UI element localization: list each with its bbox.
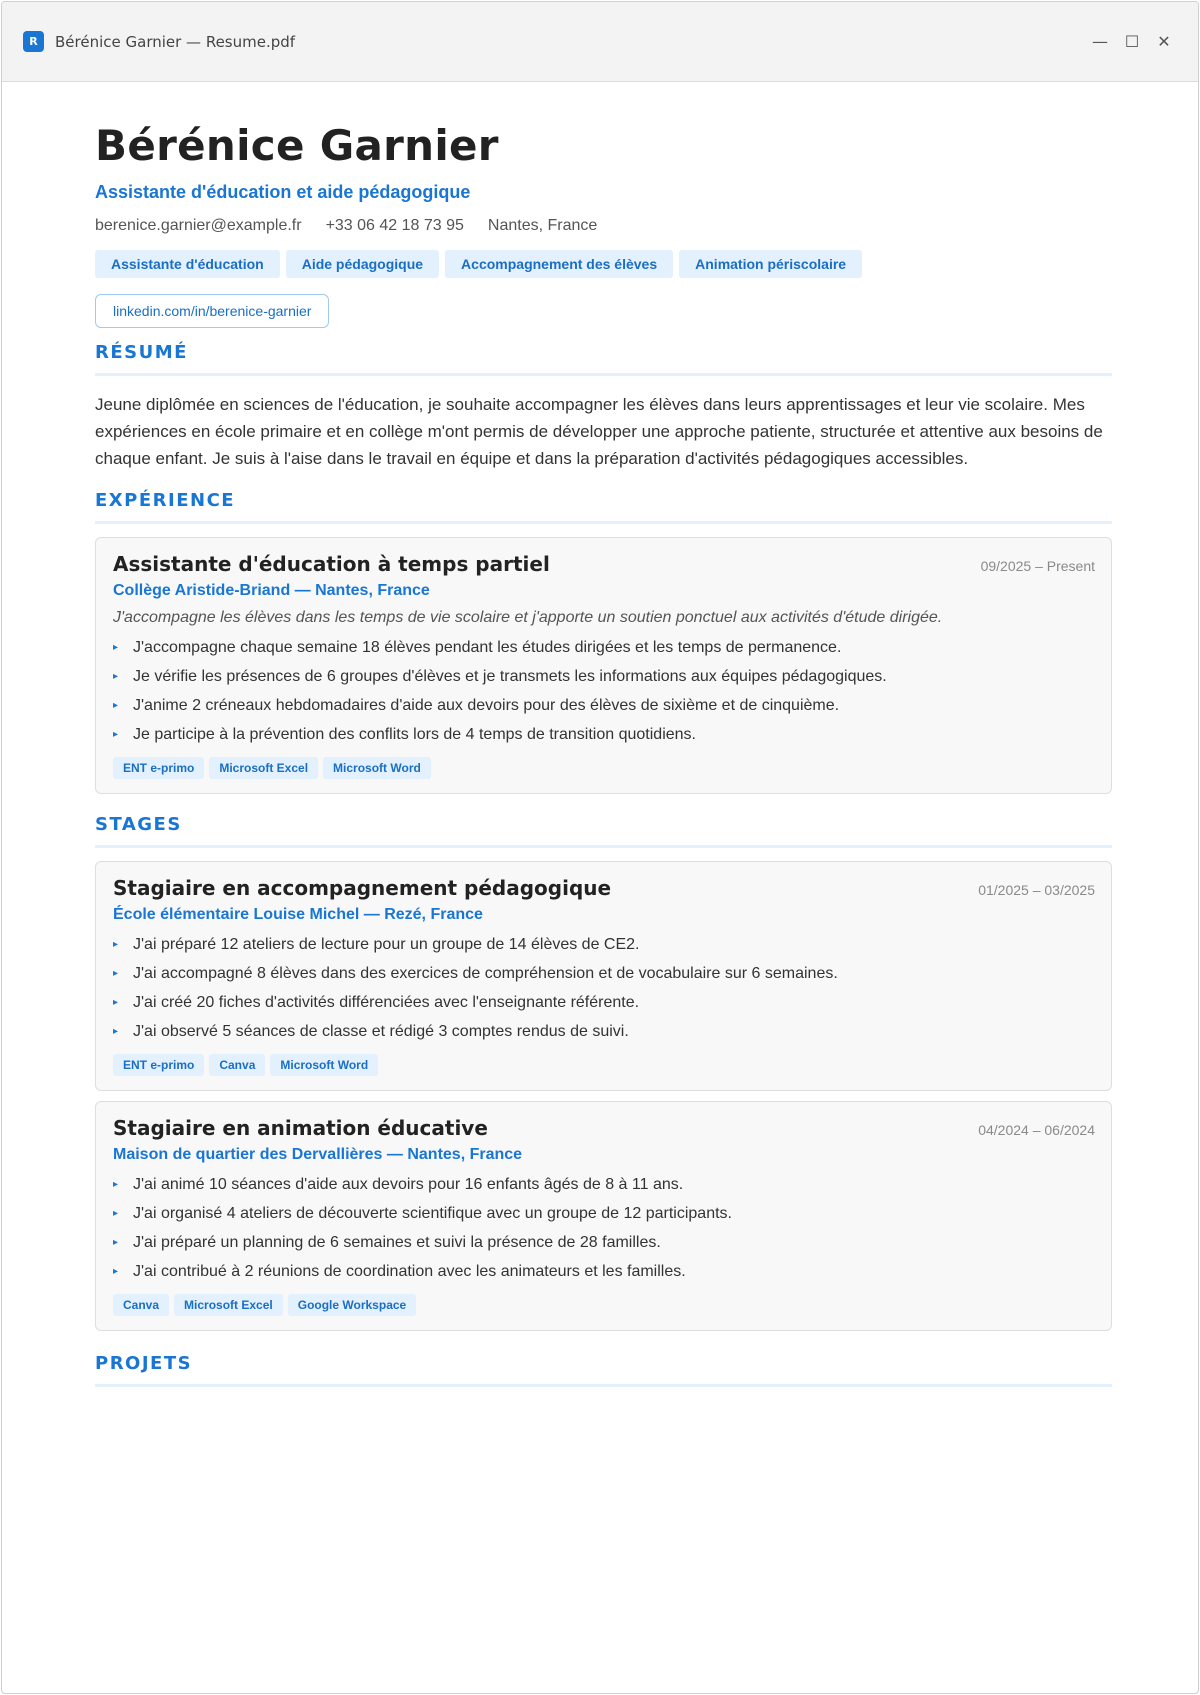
maximize-button[interactable]: ☐: [1124, 32, 1140, 51]
summary-text: Jeune diplômée en sciences de l'éducation, je souhaite accompagner les élèves dans leurs apprentissages et leur vie scolaire. Mes expériences en école primaire et en collège m'ont permis de développer une approche patiente, structurée et attentive aux besoins de chaque enfant. Je suis à l'aise dans le travail en équipe et dans la préparation d'activités pédagogiques accessibles.: [95, 395, 1103, 468]
app-icon: R: [23, 31, 44, 52]
title-bar: [2, 2, 1198, 82]
close-button[interactable]: ✕: [1157, 32, 1171, 51]
resume-window: [1, 1, 1199, 1694]
internship-bullets: [113, 1170, 1095, 1286]
bullet-item: ▸ J'ai organisé 4 ateliers de découverte scientifique avec un groupe de 12 participants.: [113, 1199, 1095, 1228]
resume-page: [2, 82, 1198, 1387]
experience-card: [95, 537, 1112, 794]
internship-card: [95, 861, 1112, 1091]
bullet-icon: ▸: [113, 642, 119, 653]
contact-line: [95, 217, 1112, 235]
internship-dates: 01/2025 – 03/2025: [978, 882, 1095, 898]
tool-chip: Microsoft Excel: [174, 1294, 283, 1316]
internship-organization: Maison de quartier des Dervallières — Nantes, France: [113, 1146, 523, 1163]
tool-chip: Microsoft Excel: [209, 757, 318, 779]
bullet-icon: ▸: [113, 1266, 119, 1277]
bullet-item: ▸ J'ai contribué à 2 réunions de coordination avec les animateurs et les familles.: [113, 1257, 1095, 1286]
profile-tags: [95, 250, 1112, 278]
bullet-icon: ▸: [113, 1237, 119, 1248]
bullet-item: ▸ J'ai préparé 12 ateliers de lecture pour un groupe de 14 élèves de CE2.: [113, 930, 1095, 959]
tool-chip: Microsoft Word: [323, 757, 431, 779]
bullet-item: ▸ J'anime 2 créneaux hebdomadaires d'aide aux devoirs pour des élèves de sixième et de cinquième.: [113, 691, 1095, 720]
tool-chips: [113, 757, 1095, 779]
bullet-icon: ▸: [113, 1179, 119, 1190]
internship-bullets: [113, 930, 1095, 1046]
section-heading-resume: RÉSUMÉ: [95, 342, 1112, 376]
minimize-button[interactable]: —: [1092, 32, 1108, 51]
bullet-item: ▸ J'ai préparé un planning de 6 semaines et suivi la présence de 28 familles.: [113, 1228, 1095, 1257]
contact-phone: +33 06 42 18 73 95: [325, 217, 464, 234]
candidate-name: Bérénice Garnier: [95, 121, 499, 170]
bullet-icon: ▸: [113, 671, 119, 682]
section-heading-internships: STAGES: [95, 814, 1112, 848]
tool-chip: ENT e-primo: [113, 1054, 204, 1076]
internship-organization: École élémentaire Louise Michel — Rezé, France: [113, 906, 483, 923]
bullet-icon: ▸: [113, 729, 119, 740]
job-organization: Collège Aristide-Briand — Nantes, France: [113, 582, 430, 599]
tool-chip: ENT e-primo: [113, 757, 204, 779]
tool-chips: [113, 1054, 1095, 1076]
profile-tag: Aide pédagogique: [286, 250, 439, 278]
bullet-item: ▸ J'ai observé 5 séances de classe et rédigé 3 comptes rendus de suivi.: [113, 1017, 1095, 1046]
tool-chip: Microsoft Word: [270, 1054, 378, 1076]
tool-chip: Canva: [209, 1054, 265, 1076]
profile-tag: Animation périscolaire: [679, 250, 862, 278]
tool-chip: Google Workspace: [288, 1294, 416, 1316]
job-title: Assistante d'éducation à temps partiel: [113, 552, 550, 576]
bullet-icon: ▸: [113, 968, 119, 979]
bullet-icon: ▸: [113, 997, 119, 1008]
tool-chips: [113, 1294, 1095, 1316]
bullet-icon: ▸: [113, 1026, 119, 1037]
job-bullets: [113, 633, 1095, 749]
bullet-item: ▸ J'ai accompagné 8 élèves dans des exercices de compréhension et de vocabulaire sur 6 semaines.: [113, 959, 1095, 988]
internship-title: Stagiaire en accompagnement pédagogique: [113, 876, 612, 900]
tool-chip: Canva: [113, 1294, 169, 1316]
bullet-item: ▸ J'ai créé 20 fiches d'activités différenciées avec l'enseignante référente.: [113, 988, 1095, 1017]
bullet-item: ▸ Je participe à la prévention des conflits lors de 4 temps de transition quotidiens.: [113, 720, 1095, 749]
bullet-item: ▸ J'ai animé 10 séances d'aide aux devoirs pour 16 enfants âgés de 8 à 11 ans.: [113, 1170, 1095, 1199]
bullet-item: ▸ J'accompagne chaque semaine 18 élèves pendant les études dirigées et les temps de permanence.: [113, 633, 1095, 662]
bullet-icon: ▸: [113, 700, 119, 711]
candidate-role: Assistante d'éducation et aide pédagogique: [95, 182, 471, 202]
bullet-icon: ▸: [113, 939, 119, 950]
window-title: Bérénice Garnier — Resume.pdf: [55, 32, 296, 51]
profile-tag: Assistante d'éducation: [95, 250, 280, 278]
bullet-item: ▸ Je vérifie les présences de 6 groupes d'élèves et je transmets les informations aux équipes pédagogiques.: [113, 662, 1095, 691]
job-description: J'accompagne les élèves dans les temps de vie scolaire et j'apporte un soutien ponctuel aux activités d'étude dirigée.: [113, 609, 943, 626]
internship-card: [95, 1101, 1112, 1331]
linkedin-link[interactable]: linkedin.com/in/berenice-garnier: [95, 294, 329, 328]
job-dates: 09/2025 – Present: [980, 558, 1095, 574]
bullet-icon: ▸: [113, 1208, 119, 1219]
internship-dates: 04/2024 – 06/2024: [978, 1122, 1095, 1138]
profile-tag: Accompagnement des élèves: [445, 250, 673, 278]
contact-location: Nantes, France: [487, 217, 598, 234]
section-heading-experience: EXPÉRIENCE: [95, 490, 1112, 524]
section-heading-projects: PROJETS: [95, 1353, 1112, 1387]
internship-title: Stagiaire en animation éducative: [113, 1116, 488, 1140]
contact-email[interactable]: berenice.garnier@example.fr: [95, 217, 302, 234]
